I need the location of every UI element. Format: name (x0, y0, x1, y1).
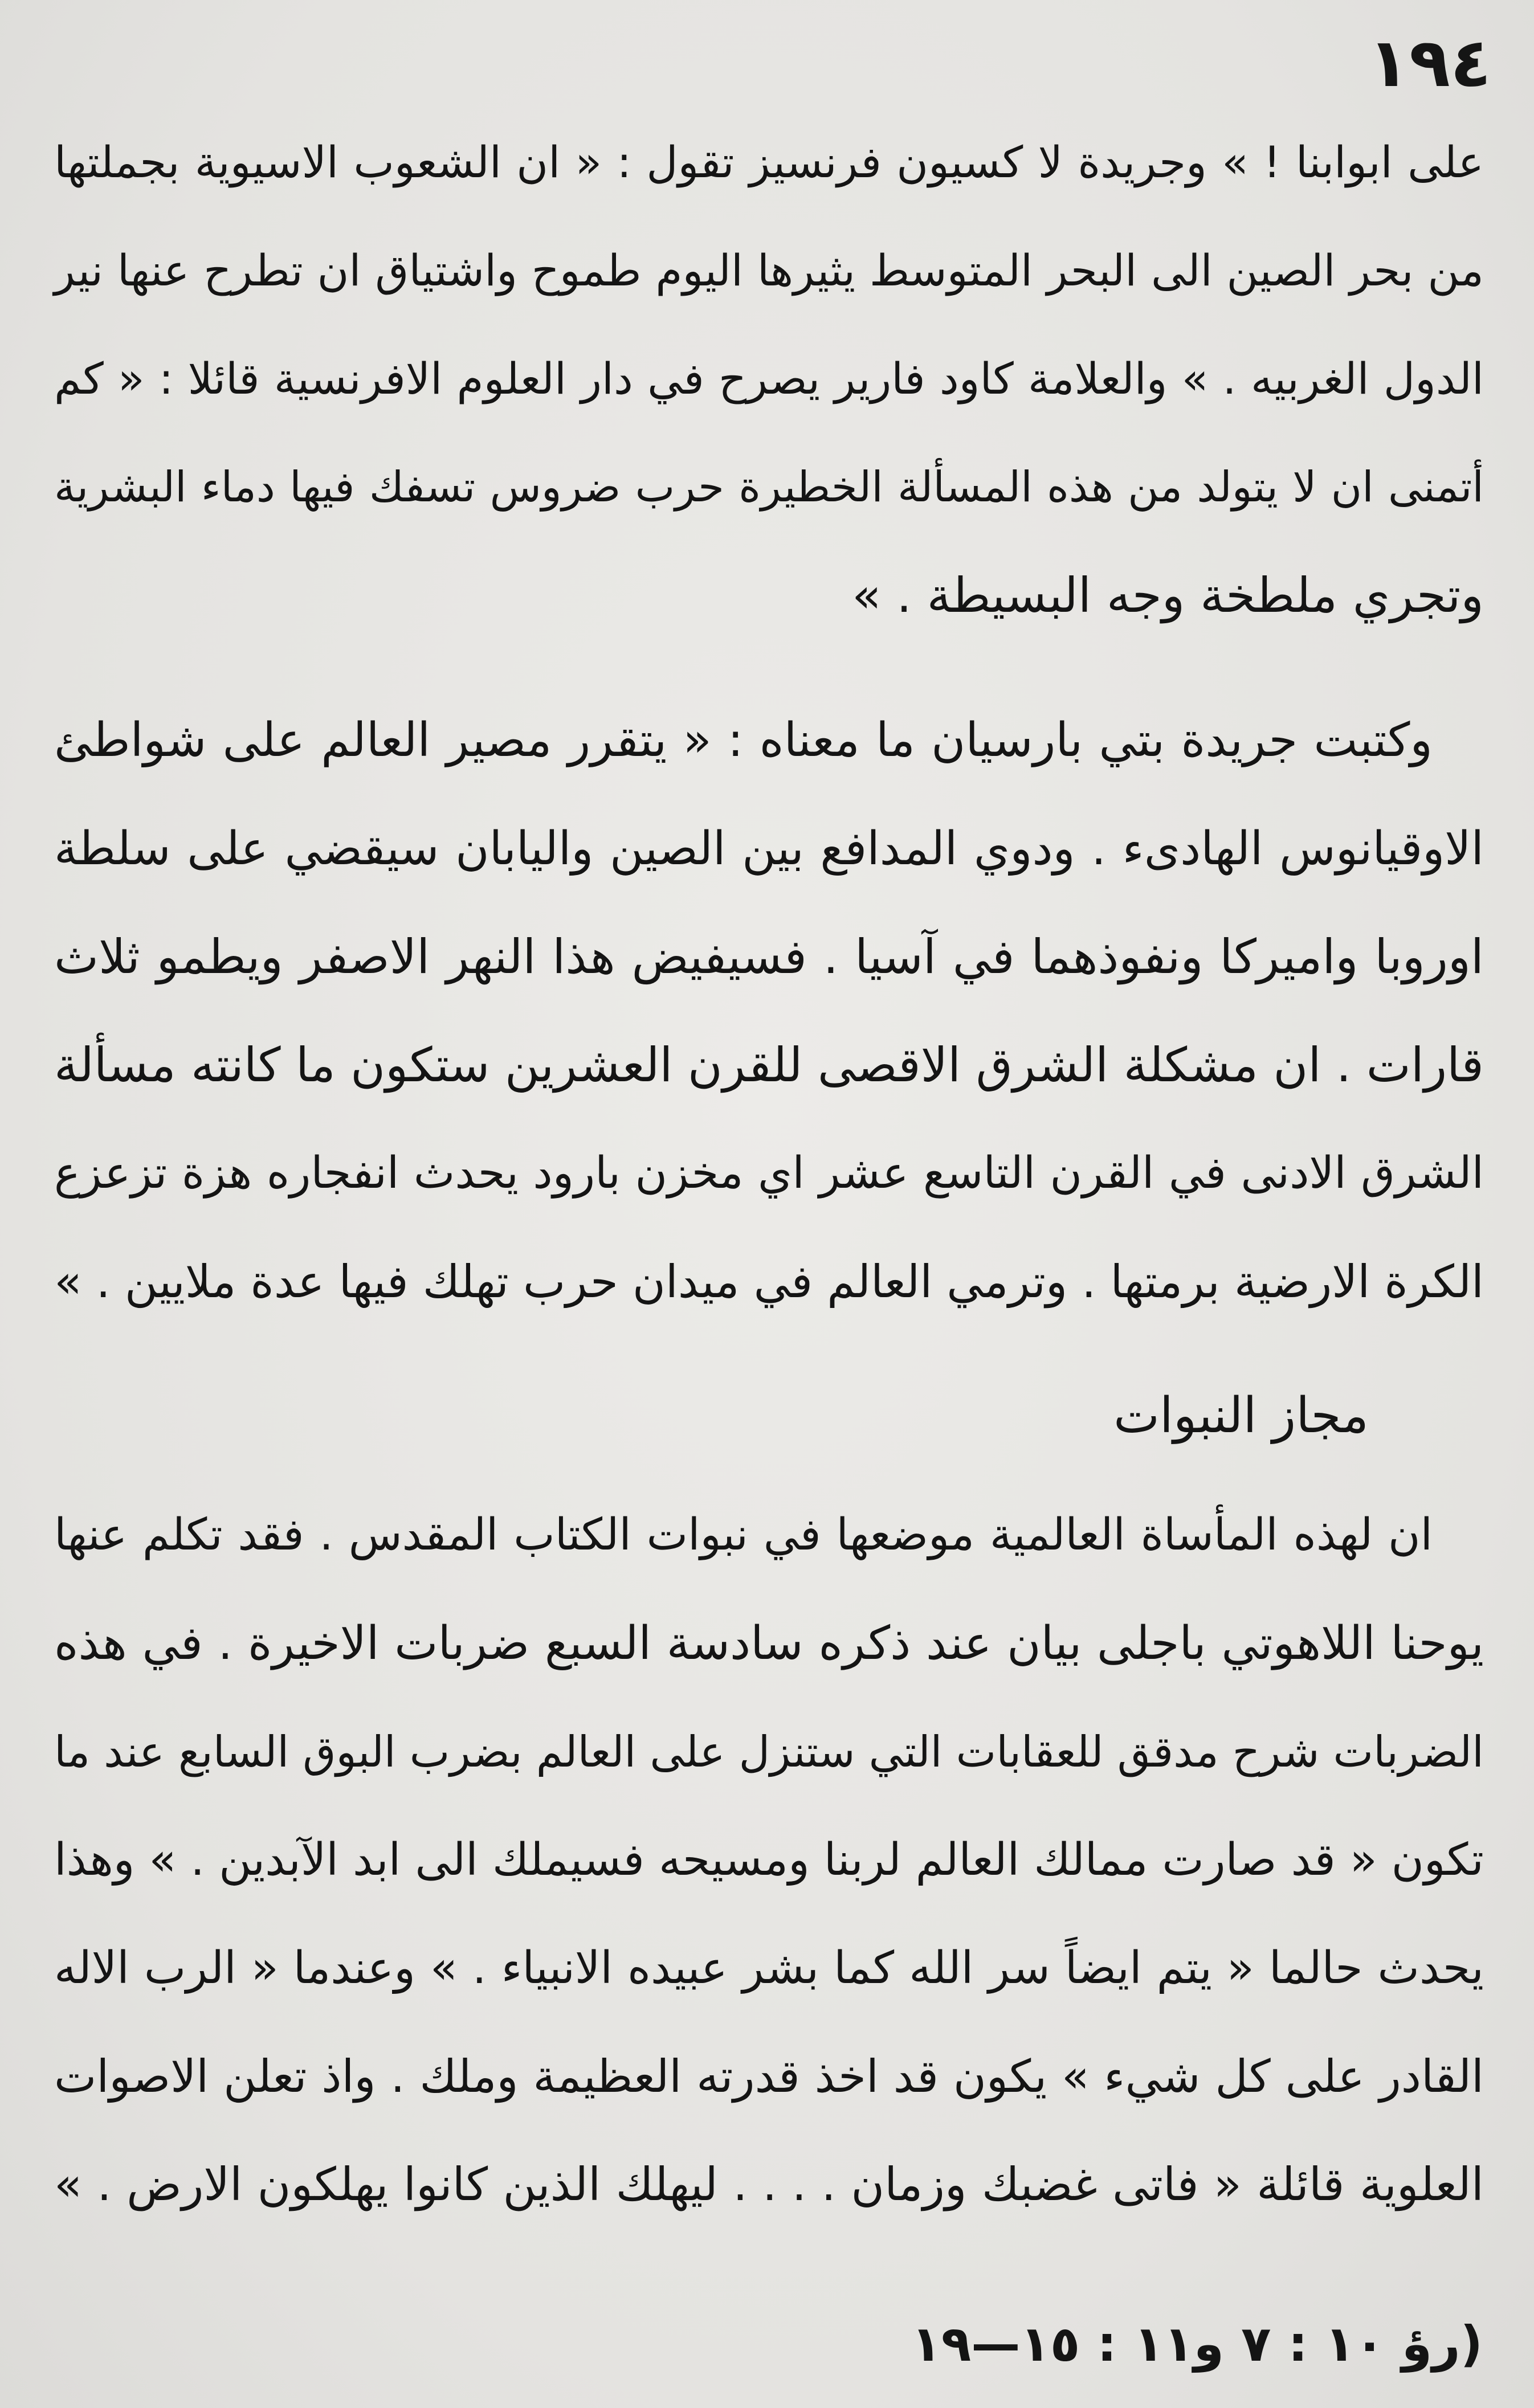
text-line: الضربات شرح مدقق للعقابات التي ستنزل على العالم بضرب البوق السابع عند ما (54, 1727, 1484, 1777)
section-heading: مجاز النبوات (1113, 1387, 1369, 1444)
text-line: وتجري ملطخة وجه البسيطة . » (852, 567, 1484, 623)
page-number: ١٩٤ (1368, 23, 1491, 102)
scripture-reference: (رؤ ١٠ : ٧ و١١ : ١٥—١٩ (911, 2316, 1483, 2373)
text-line: الدول الغربيه . » والعلامة كاود فارير يصرح في دار العلوم الافرنسية قائلا : « كم (54, 353, 1484, 404)
text-line: على ابوابنا ! » وجريدة لا كسيون فرنسيز تقول : « ان الشعوب الاسيوية بجملتها (54, 137, 1484, 187)
text-line: يحدث حالما « يتم ايضاً سر الله كما بشر عبيده الانبياء . » وعندما « الرب الاله (54, 1943, 1484, 1994)
text-line: الشرق الادنى في القرن التاسع عشر اي مخزن بارود يحدث انفجاره هزة تزعزع (54, 1148, 1484, 1199)
text-line: اوروبا واميركا ونفوذهما في آسيا . فسيفيض هذا النهر الاصفر ويطمو ثلاث (54, 929, 1484, 984)
text-line: القادر على كل شيء » يكون قد اخذ قدرته العظيمة وملك . واذ تعلن الاصوات (54, 2050, 1484, 2103)
paragraph-2 (54, 686, 1484, 1336)
text-line: ان لهذه المأساة العالمية موضعها في نبوات الكتاب المقدس . فقد تكلم عنها (54, 1510, 1433, 1560)
text-line: وكتبت جريدة بتي بارسيان ما معناه : « يتقرر مصير العالم على شواطئ (54, 713, 1433, 767)
paragraph-1 (54, 108, 1484, 649)
text-line: أتمنى ان لا يتولد من هذه المسألة الخطيرة حرب ضروس تسفك فيها دماء البشرية (54, 463, 1484, 512)
text-line: العلوية قائلة « فاتى غضبك وزمان . . . . ليهلك الذين كانوا يهلكون الارض . » (54, 2158, 1484, 2211)
text-line: قارات . ان مشكلة الشرق الاقصى للقرن العشرين ستكون ما كانته مسألة (54, 1037, 1484, 1093)
text-line: من بحر الصين الى البحر المتوسط يثيرها اليوم طموح واشتياق ان تطرح عنها نير (54, 245, 1484, 296)
paragraph-3 (54, 1481, 1484, 2239)
text-line: تكون « قد صارت ممالك العالم لربنا ومسيحه فسيملك الى ابد الآبدين . » وهذا (54, 1834, 1484, 1886)
text-line: الاوقيانوس الهادىء . ودوي المدافع بين الصين واليابان سيقضي على سلطة (54, 822, 1484, 876)
text-line: الكرة الارضية برمتها . وترمي العالم في ميدان حرب تهلك فيها عدة ملايين . » (54, 1256, 1484, 1308)
text-line: يوحنا اللاهوتي باجلى بيان عند ذكره سادسة السبع ضربات الاخيرة . في هذه (54, 1617, 1484, 1670)
